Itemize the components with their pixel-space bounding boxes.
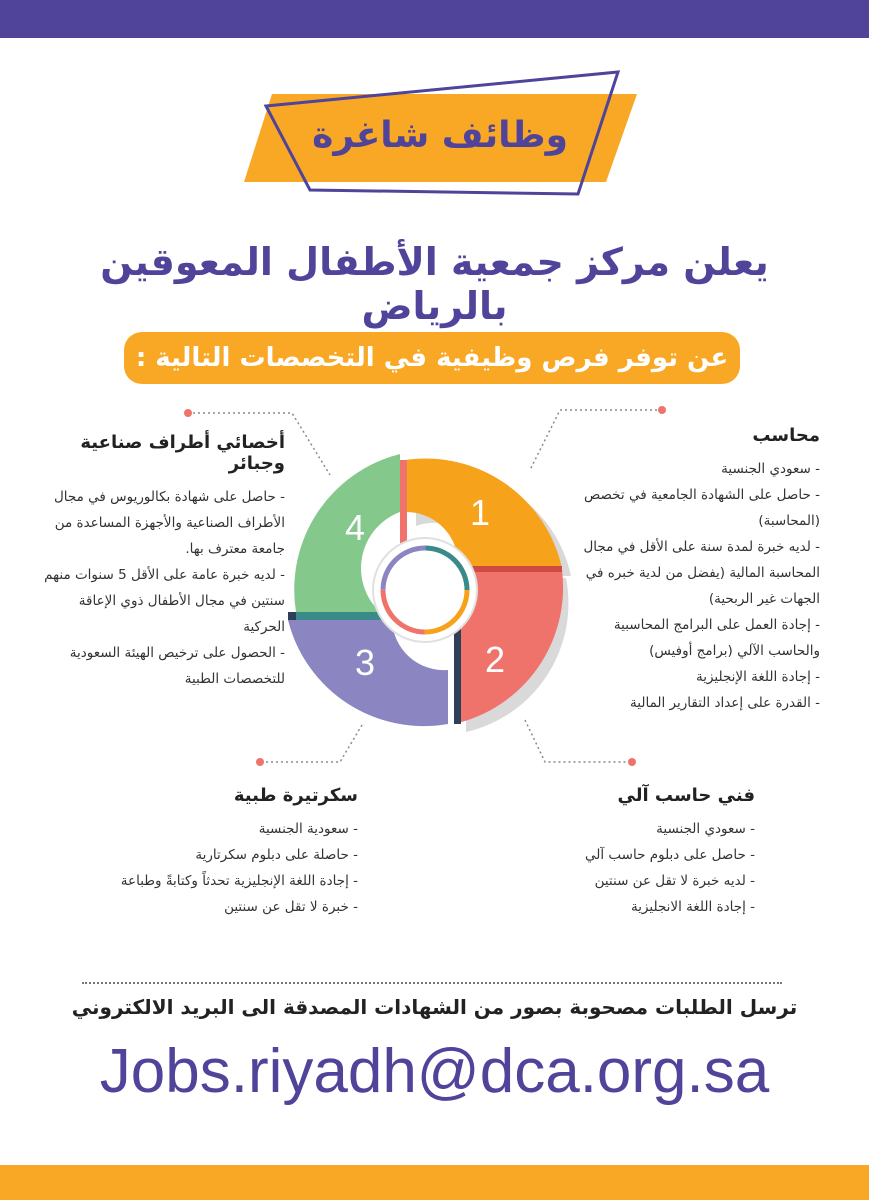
connector-dot (658, 406, 666, 414)
segment-2-label: 2 (484, 639, 506, 680)
secretary-requirements (40, 816, 358, 920)
accountant-section (575, 425, 820, 716)
intro-pill: عن توفر فرص وظيفية في التخصصات التالية : (124, 332, 740, 384)
title-banner (240, 70, 640, 200)
list-item: - حاصل على الشهادة الجامعية في تخصص (المحاسبة) (575, 482, 820, 534)
list-item: - إجادة اللغة الإنجليزية (575, 664, 820, 690)
bottom-color-bar (0, 1165, 869, 1200)
secretary-title: سكرتيرة طبية (233, 785, 358, 806)
divider (82, 982, 782, 984)
segment-4-label: 4 (344, 507, 366, 548)
segment-3-label: 3 (354, 642, 376, 683)
list-item: - خبرة لا تقل عن سنتين (40, 894, 358, 920)
page-title: وظائف شاغرة (312, 114, 568, 156)
accountant-requirements (575, 456, 820, 716)
computer-tech-requirements (505, 816, 755, 920)
connector-dot (628, 758, 636, 766)
connector-dot (256, 758, 264, 766)
list-item: - القدرة على إعداد التقارير المالية (575, 690, 820, 716)
segment-1-label: 1 (469, 492, 491, 533)
specialties-donut (270, 440, 590, 760)
list-item: - لديه خبرة عامة على الأقل 5 سنوات منهم سنتين في مجال الأطفال ذوي الإعاقة الحركية (40, 562, 285, 640)
list-item: - حاصلة على دبلوم سكرتارية (40, 842, 358, 868)
prosthetics-section (40, 432, 285, 692)
secretary-section (40, 785, 358, 920)
list-item: - سعودي الجنسية (575, 456, 820, 482)
list-item: - إجادة اللغة الانجليزية (505, 894, 755, 920)
list-item: - الحصول على ترخيص الهيئة السعودية للتخصصات الطبية (40, 640, 285, 692)
list-item: - سعودي الجنسية (505, 816, 755, 842)
list-item: - لديه خبرة لمدة سنة على الأقل في مجال المحاسبة المالية (يفضل من لدية خبره في الجهات غير الربحية) (575, 534, 820, 612)
list-item: - حاصل على دبلوم حاسب آلي (505, 842, 755, 868)
announcement-heading: يعلن مركز جمعية الأطفال المعوقين بالرياض (100, 240, 769, 328)
application-note: ترسل الطلبات مصحوبة بصور من الشهادات المصدقة الى البريد الالكتروني (71, 995, 798, 1019)
connector-dot (184, 409, 192, 417)
contact-email[interactable]: Jobs.riyadh@dca.org.sa (99, 1037, 770, 1106)
prosthetics-title: أخصائي أطراف صناعية وجبائر (80, 432, 285, 474)
computer-tech-section (505, 785, 755, 920)
list-item: - حاصل على شهادة بكالوريوس في مجال الأطراف الصناعية والأجهزة المساعدة من جامعة معترف بها. (40, 484, 285, 562)
accountant-title: محاسب (752, 425, 820, 446)
list-item: - إجادة اللغة الإنجليزية تحدثاً وكتابةً وطباعة (40, 868, 358, 894)
list-item: - لديه خبرة لا تقل عن سنتين (505, 868, 755, 894)
list-item: - سعودية الجنسية (40, 816, 358, 842)
list-item: - إجادة العمل على البرامج المحاسبية والحاسب الآلي (برامج أوفيس) (575, 612, 820, 664)
computer-tech-title: فني حاسب آلي (617, 785, 755, 806)
top-color-bar (0, 0, 869, 38)
prosthetics-requirements (40, 484, 285, 692)
